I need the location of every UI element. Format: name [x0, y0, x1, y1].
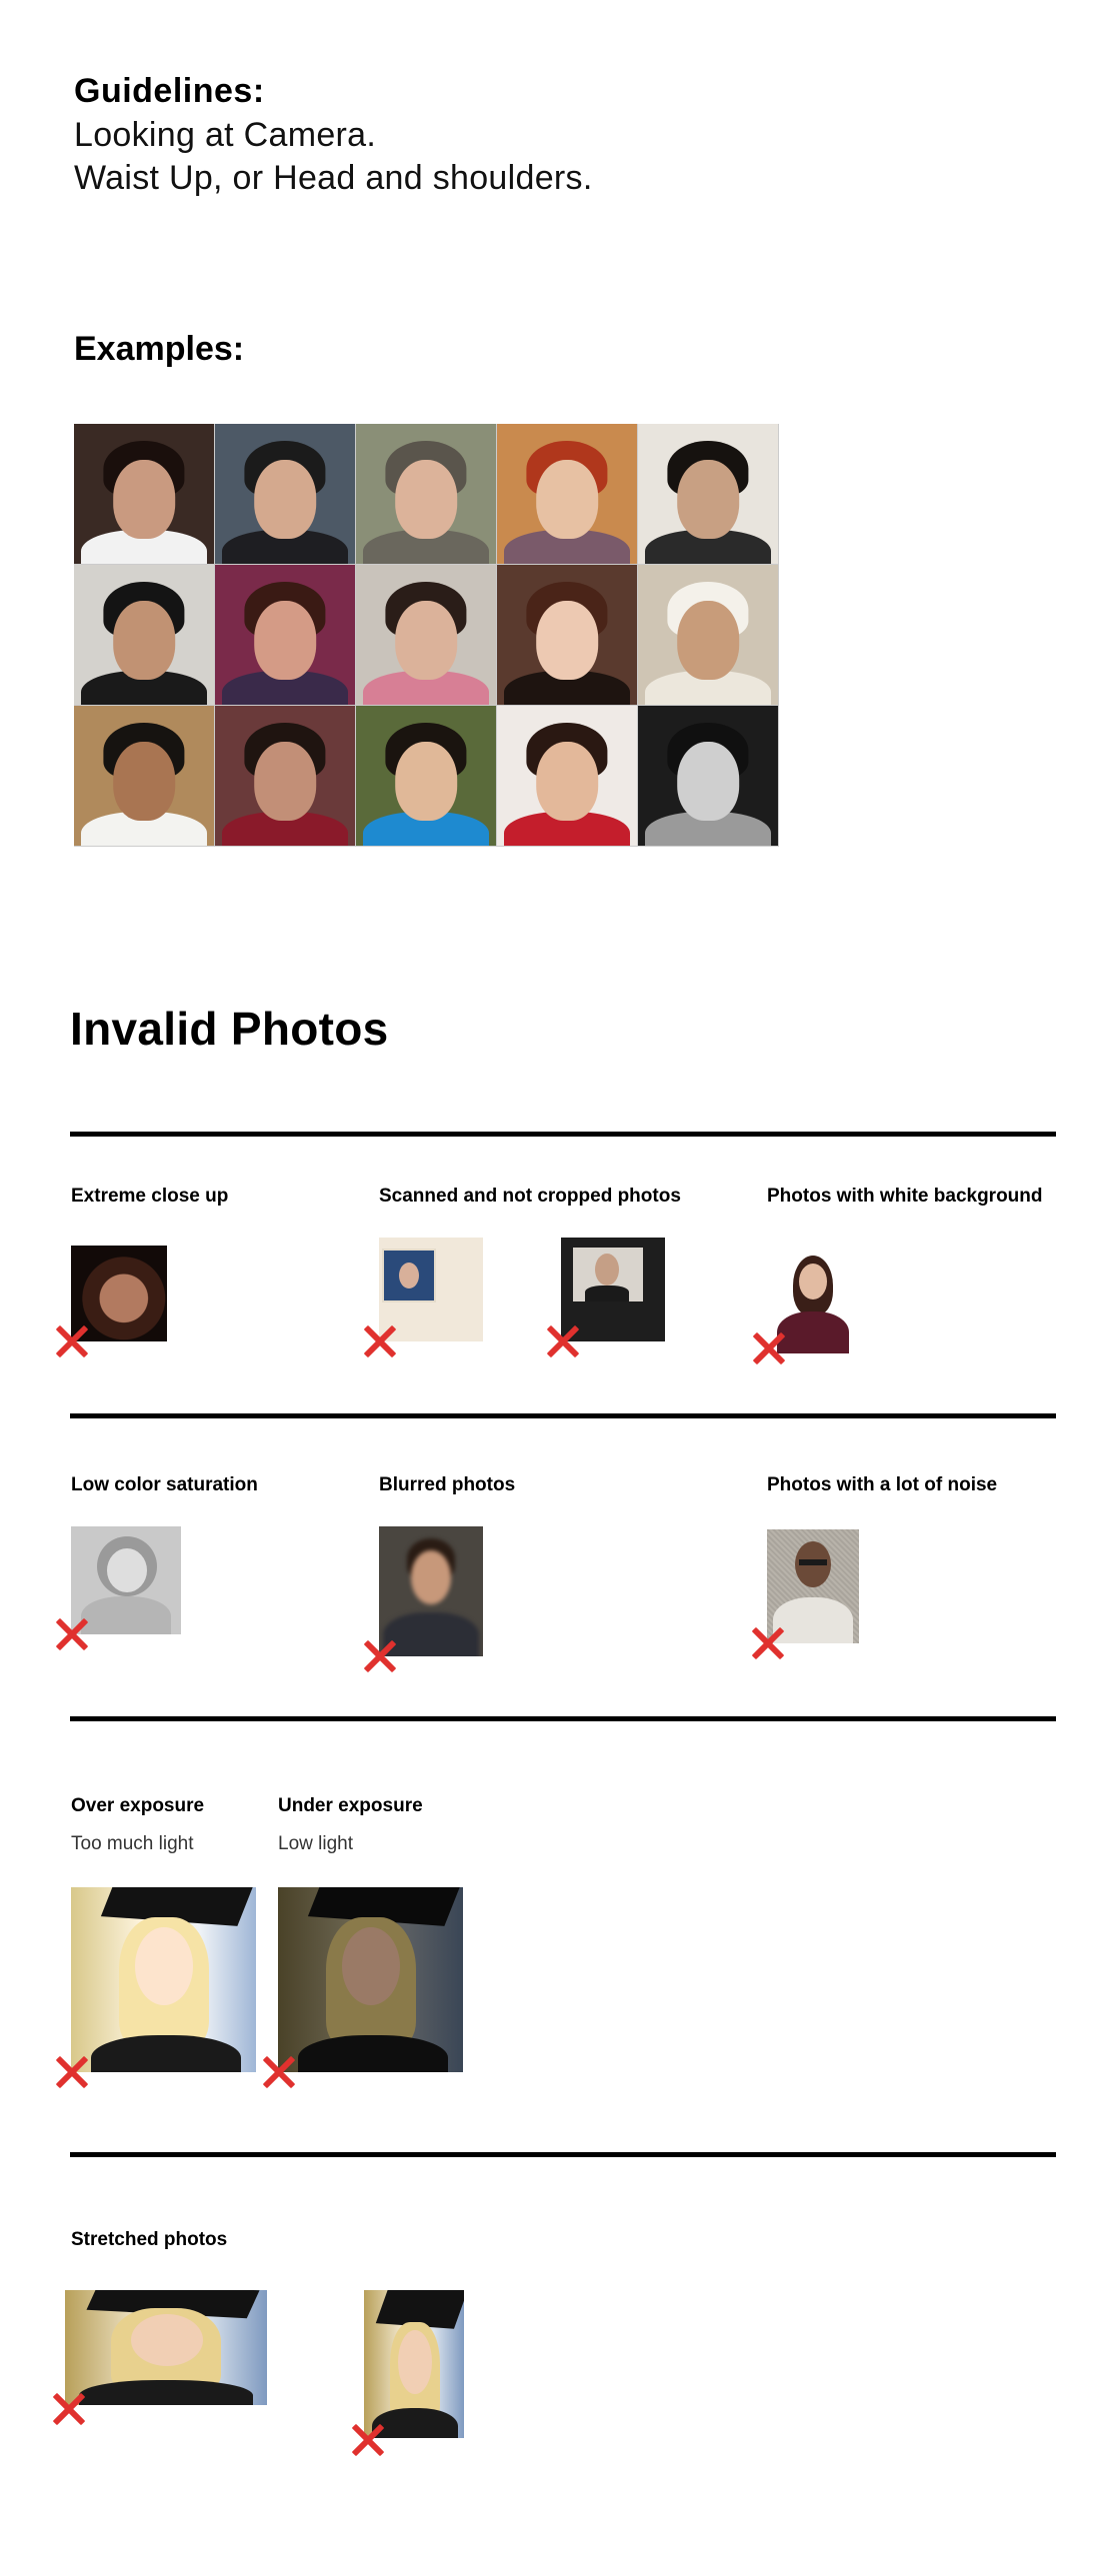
guidelines-heading: Guidelines:: [74, 72, 265, 110]
caption-under-exposure: Under exposure: [278, 1795, 423, 1816]
reject-x-icon: [751, 1626, 785, 1660]
example-portrait: [74, 706, 214, 846]
photo-stretched-tall: [364, 2290, 464, 2438]
example-portrait: [215, 706, 355, 846]
examples-heading: Examples:: [74, 330, 245, 368]
example-portrait: [215, 424, 355, 564]
reject-x-icon: [351, 2423, 385, 2457]
example-portrait: [497, 706, 637, 846]
section-divider: [70, 2152, 1056, 2157]
invalid-photos-heading: Invalid Photos: [70, 1003, 389, 1055]
caption-over-exposure: Over exposure: [71, 1795, 205, 1816]
section-divider: [70, 1716, 1056, 1721]
example-portrait: [356, 706, 496, 846]
photo-stretched-wide: [65, 2290, 267, 2405]
subcaption-too-much-light: Too much light: [71, 1833, 194, 1854]
example-portrait: [638, 706, 778, 846]
photo-blurred: [379, 1526, 483, 1656]
example-portrait: [497, 424, 637, 564]
caption-blurred-photos: Blurred photos: [379, 1474, 516, 1495]
caption-low-color-saturation: Low color saturation: [71, 1474, 258, 1495]
example-portrait: [638, 565, 778, 705]
caption-scanned-not-cropped: Scanned and not cropped photos: [379, 1186, 681, 1207]
example-portrait: [497, 565, 637, 705]
reject-x-icon: [52, 2392, 86, 2426]
photo-under-exposure: [278, 1887, 463, 2072]
reject-x-icon: [55, 1324, 89, 1358]
subcaption-low-light: Low light: [278, 1833, 353, 1854]
example-portrait: [74, 424, 214, 564]
caption-white-background: Photos with white background: [767, 1186, 1043, 1207]
reject-x-icon: [262, 2055, 296, 2089]
example-portrait: [74, 565, 214, 705]
caption-stretched-photos: Stretched photos: [71, 2229, 228, 2250]
example-portrait: [638, 424, 778, 564]
section-divider: [70, 1132, 1056, 1137]
example-portrait: [215, 565, 355, 705]
reject-x-icon: [752, 1331, 786, 1365]
photo-over-exposure: [71, 1887, 256, 2072]
example-portrait: [356, 565, 496, 705]
reject-x-icon: [363, 1639, 397, 1673]
section-divider: [70, 1413, 1056, 1418]
example-portrait: [356, 424, 496, 564]
reject-x-icon: [55, 2055, 89, 2089]
guideline-framing: Waist Up, or Head and shoulders.: [74, 159, 593, 197]
reject-x-icon: [55, 1617, 89, 1651]
reject-x-icon: [363, 1324, 397, 1358]
caption-extreme-close-up: Extreme close up: [71, 1186, 229, 1207]
reject-x-icon: [546, 1324, 580, 1358]
guideline-looking-at-camera: Looking at Camera.: [74, 116, 377, 154]
example-photo-grid: [74, 424, 779, 847]
caption-lot-of-noise: Photos with a lot of noise: [767, 1474, 998, 1495]
